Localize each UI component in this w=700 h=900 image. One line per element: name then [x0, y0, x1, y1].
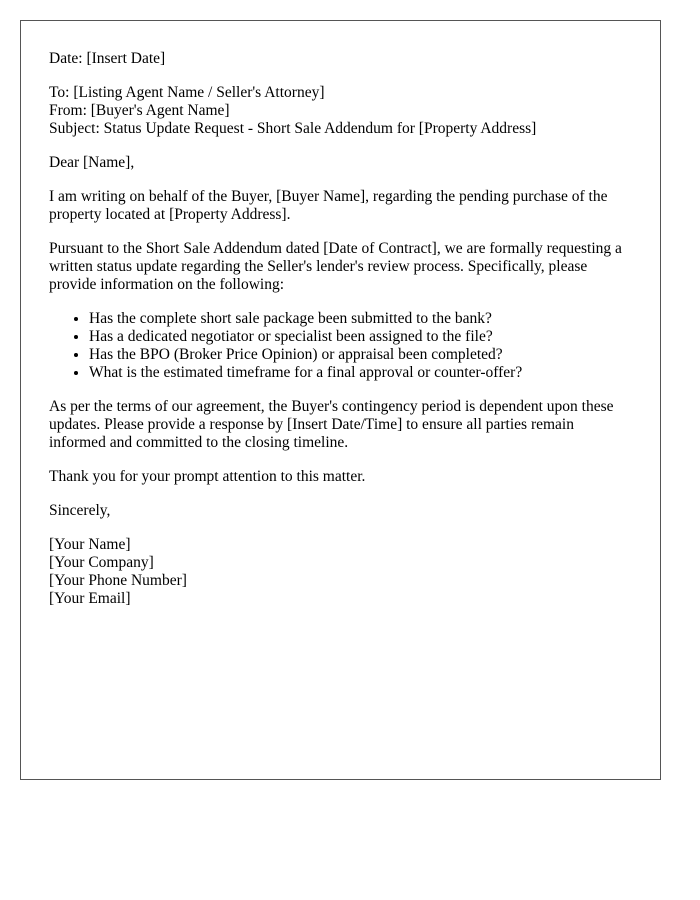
letter-page [20, 20, 661, 780]
paragraph-thanks: Thank you for your prompt attention to this matter. [49, 468, 366, 485]
list-item: • Has a dedicated negotiator or specialist been assigned to the file? [89, 328, 632, 346]
signature-name: [Your Name] [49, 536, 131, 553]
closing: Sincerely, [49, 502, 111, 519]
list-item: • Has the BPO (Broker Price Opinion) or appraisal been completed? [89, 346, 632, 364]
signature-email: [Your Email] [49, 590, 131, 607]
list-item: • What is the estimated timeframe for a final approval or counter-offer? [89, 364, 632, 382]
subject-line: Subject: Status Update Request - Short Sale Addendum for [Property Address] [49, 120, 537, 137]
paragraph-deadline: As per the terms of our agreement, the Buyer's contingency period is dependent upon these updates. Please provide a response by [Insert Date/Time] to ensure all parties remain informed and committed to the closing timeline. [49, 398, 614, 451]
to-line: To: [Listing Agent Name / Seller's Attorney] [49, 84, 325, 101]
list-item: • Has the complete short sale package been submitted to the bank? [89, 310, 632, 328]
signature-block [49, 536, 632, 608]
signature-company: [Your Company] [49, 554, 154, 571]
header-block [49, 84, 632, 138]
salutation: Dear [Name], [49, 154, 135, 171]
paragraph-request: Pursuant to the Short Sale Addendum dated [Date of Contract], we are formally requesting a written status update regarding the Seller's lender's review process. Specifically, please provide information on the following: [49, 240, 622, 293]
date-line: Date: [Insert Date] [49, 50, 166, 67]
signature-phone: [Your Phone Number] [49, 572, 187, 589]
from-line: From: [Buyer's Agent Name] [49, 102, 230, 119]
questions-list [49, 310, 632, 382]
paragraph-intro: I am writing on behalf of the Buyer, [Buyer Name], regarding the pending purchase of the property located at [Property Address]. [49, 188, 608, 223]
